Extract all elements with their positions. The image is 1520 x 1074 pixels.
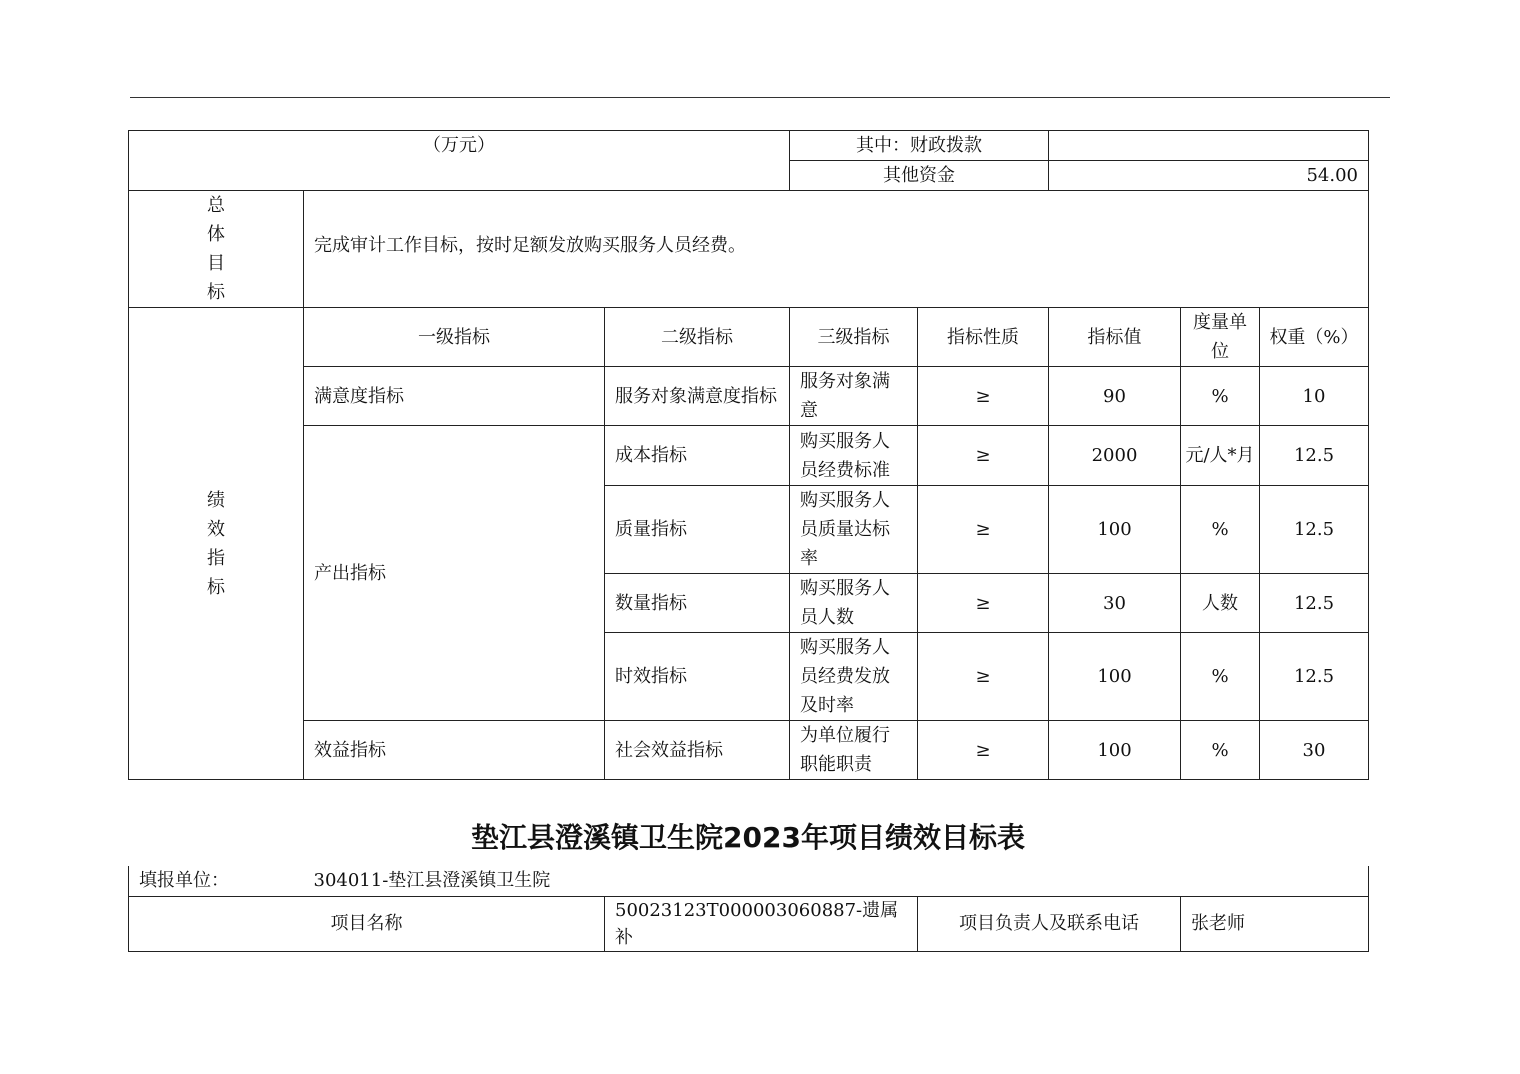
other-funds-label: 其他资金 — [790, 161, 1049, 191]
level2-cell: 数量指标 — [605, 574, 790, 633]
reporting-unit-label: 填报单位： — [129, 866, 304, 896]
level3-cell: 为单位履行职能职责 — [790, 721, 918, 780]
level2-cell: 成本指标 — [605, 426, 790, 486]
level3-cell: 购买服务人员经费标准 — [790, 426, 918, 486]
contact-label: 项目负责人及联系电话 — [918, 896, 1181, 951]
budget-unit-label: （万元） — [129, 131, 790, 191]
header-rule — [130, 97, 1390, 98]
level3-cell: 购买服务人员经费发放及时率 — [790, 633, 918, 721]
level3-cell: 服务对象满意 — [790, 367, 918, 426]
nature-cell: ≥ — [918, 426, 1049, 486]
weight-cell: 10 — [1260, 367, 1369, 426]
weight-cell: 12.5 — [1260, 426, 1369, 486]
overall-goal-text: 完成审计工作目标，按时足额发放购买服务人员经费。 — [304, 191, 1369, 308]
value-cell: 100 — [1049, 486, 1181, 574]
table-row — [129, 721, 1369, 780]
value-cell: 90 — [1049, 367, 1181, 426]
weight-cell: 30 — [1260, 721, 1369, 780]
nature-cell: ≥ — [918, 574, 1049, 633]
level2-cell: 时效指标 — [605, 633, 790, 721]
performance-table — [128, 130, 1369, 780]
unit-cell: % — [1181, 721, 1260, 780]
level2-cell: 社会效益指标 — [605, 721, 790, 780]
value-cell: 30 — [1049, 574, 1181, 633]
level1-cell: 产出指标 — [304, 426, 605, 721]
header-unit: 度量单位 — [1181, 308, 1260, 367]
table-row — [129, 426, 1369, 486]
project-info-table — [128, 866, 1369, 952]
unit-cell: % — [1181, 486, 1260, 574]
unit-cell: % — [1181, 367, 1260, 426]
unit-cell: 人数 — [1181, 574, 1260, 633]
level1-cell: 效益指标 — [304, 721, 605, 780]
contact-value: 张老师 — [1181, 896, 1369, 951]
fiscal-value — [1049, 131, 1369, 161]
table-row — [129, 367, 1369, 426]
project-name-label: 项目名称 — [129, 896, 605, 951]
nature-cell: ≥ — [918, 633, 1049, 721]
form-title: 垫江县澄溪镇卫生院2023年项目绩效目标表 — [471, 821, 1025, 854]
other-funds-value: 54.00 — [1049, 161, 1369, 191]
level2-cell: 质量指标 — [605, 486, 790, 574]
level2-cell: 服务对象满意度指标 — [605, 367, 790, 426]
weight-cell: 12.5 — [1260, 486, 1369, 574]
fiscal-label: 其中：财政拨款 — [790, 131, 1049, 161]
project-name-value: 50023123T000003060887-遗属补 — [605, 896, 918, 951]
weight-cell: 12.5 — [1260, 574, 1369, 633]
reporting-unit-value: 304011-垫江县澄溪镇卫生院 — [304, 866, 1369, 896]
nature-cell: ≥ — [918, 367, 1049, 426]
nature-cell: ≥ — [918, 721, 1049, 780]
value-cell: 100 — [1049, 721, 1181, 780]
weight-cell: 12.5 — [1260, 633, 1369, 721]
performance-label: 绩 效 指 标 — [129, 308, 304, 780]
unit-cell: % — [1181, 633, 1260, 721]
level1-cell: 满意度指标 — [304, 367, 605, 426]
header-level1: 一级指标 — [304, 308, 605, 367]
nature-cell: ≥ — [918, 486, 1049, 574]
header-level2: 二级指标 — [605, 308, 790, 367]
header-level3: 三级指标 — [790, 308, 918, 367]
value-cell: 100 — [1049, 633, 1181, 721]
value-cell: 2000 — [1049, 426, 1181, 486]
unit-cell: 元/人*月 — [1181, 426, 1260, 486]
header-nature: 指标性质 — [918, 308, 1049, 367]
level3-cell: 购买服务人员人数 — [790, 574, 918, 633]
header-value: 指标值 — [1049, 308, 1181, 367]
level3-cell: 购买服务人员质量达标率 — [790, 486, 918, 574]
overall-goal-label: 总 体 目 标 — [129, 191, 304, 308]
header-weight: 权重（%） — [1260, 308, 1369, 367]
